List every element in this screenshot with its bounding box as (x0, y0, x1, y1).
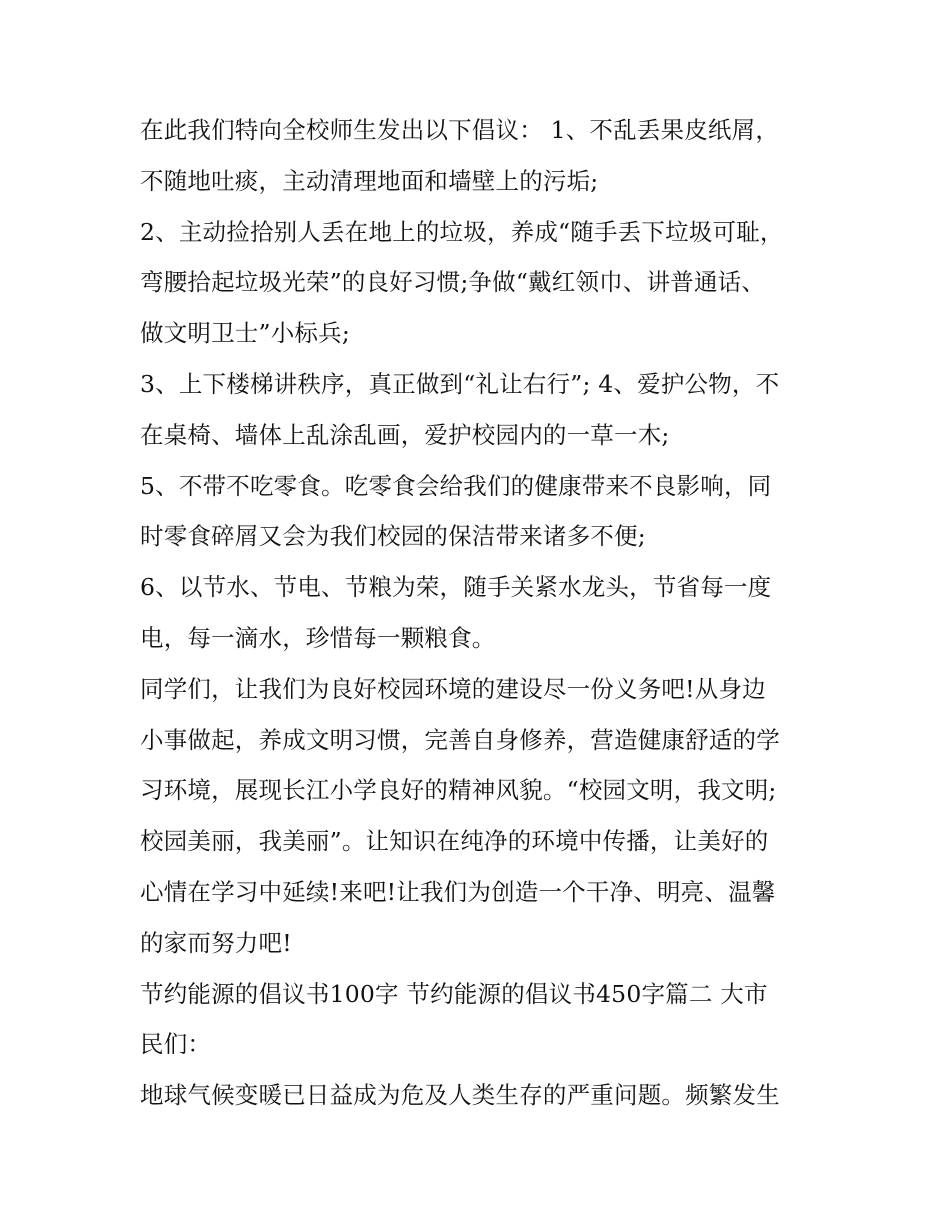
text-line: 节约能源的倡议书100字 节约能源的倡议书450字篇二 大市 (140, 979, 768, 1008)
document-body (140, 105, 820, 1121)
text-line: 不随地吐痰，主动清理地面和墙壁上的污垢; (140, 166, 599, 195)
text-line: 6、以节水、节电、节粮为荣，随手关紧水龙头，节省每一度 (140, 573, 772, 602)
text-line: 习环境，展现长江小学良好的精神风貌。“校园文明，我文明; (140, 776, 777, 805)
text-line: 同学们，让我们为良好校园环境的建设尽一份义务吧!从身边 (140, 674, 766, 703)
text-line: 时零食碎屑又会为我们校园的保洁带来诸多不便; (140, 522, 646, 551)
text-line: 的家而努力吧! (140, 928, 292, 957)
text-line: 在此我们特向全校师生发出以下倡议： 1、不乱丢果皮纸屑， (140, 116, 780, 144)
text-line: 电，每一滴水，珍惜每一颗粮食。 (140, 623, 496, 652)
text-line: 心情在学习中延续!来吧!让我们为创造一个干净、明亮、温馨 (140, 877, 776, 906)
text-line: 做文明卫士”小标兵; (140, 319, 350, 348)
text-line: 弯腰拾起垃圾光荣”的良好习惯;争做“戴红领巾、讲普通话、 (140, 268, 766, 297)
text-line: 小事做起，养成文明习惯，完善自身修养，营造健康舒适的学 (140, 725, 780, 754)
text-line: 校园美丽，我美丽”。让知识在纯净的环境中传播，让美好的 (140, 827, 769, 856)
text-line: 民们： (140, 1030, 212, 1059)
text-line: 2、主动捡拾别人丢在地上的垃圾，养成“随手丢下垃圾可耻， (140, 217, 784, 246)
text-line: 5、不带不吃零食。吃零食会给我们的健康带来不良影响，同 (140, 471, 772, 500)
text-line: 地球气候变暖已日益成为危及人类生存的严重问题。频繁发生 (140, 1081, 780, 1110)
text-line: 在桌椅、墙体上乱涂乱画，爱护校园内的一草一木; (140, 420, 670, 449)
text-line: 3、上下楼梯讲秩序，真正做到“礼让右行”; 4、爱护公物，不 (140, 369, 780, 398)
